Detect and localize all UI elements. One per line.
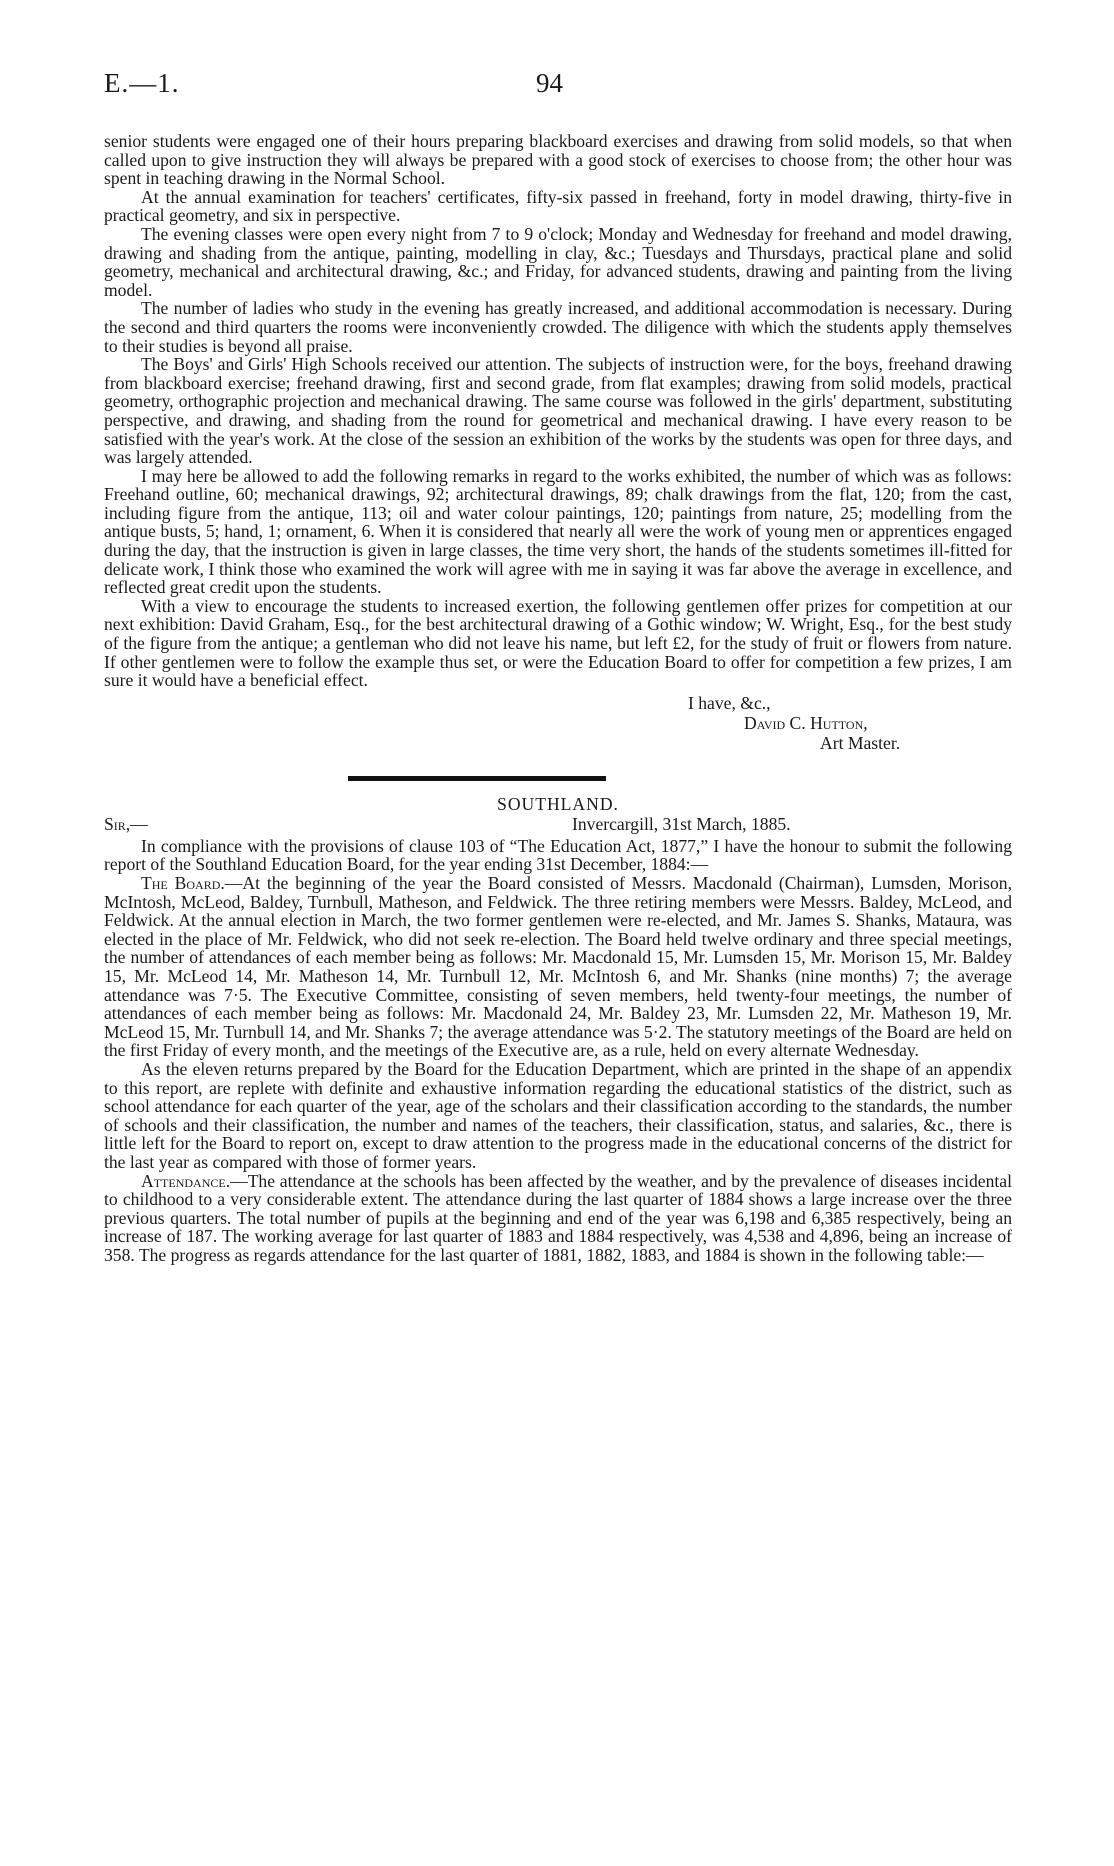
paragraph-exhibition: I may here be allowed to add the following remarks in regard to the works exhibited, the number of which was as follows: Freehand outline, 60; mechanical drawings, 92; architectural drawings, 89; chalk drawings from the flat, 120; from the cast, including figure from the antique, 113; oil and water colour paintings, 120; paintings from nature, 25; modelling from the antique busts, 5; hand, 1; ornament, 6. When it is considered that nearly all were the work of young men or apprentices engaged during the day, that the instruction is given in large classes, the time very short, the hands of the students sometimes ill-fitted for delicate work, I think those who examined the work will agree with me in saying it was far above the average in excellence, and reflected great credit upon the students. xyxy=(104,465,1012,598)
paragraph-ladies: The number of ladies who study in the evening has greatly increased, and additional accommodation is necessary. During the second and third quarters the rooms were inconveniently crowded. The diligence with which the students apply themselves to their studies is beyond all praise. xyxy=(104,298,1012,356)
board-text: —At the beginning of the year the Board consisted of Messrs. Macdonald (Chairman), Lumsden, Morison, McIntosh, McLeod, Baldey, Turnbull, Matheson, and Feldwick. The three retiring members were Messrs. Baldey, McLeod, and Feldwick. At the annual election in March, the two former gentlemen were re-elected, and Mr. James S. Shanks, Mataura, was elected in the place of Mr. Feldwick, who did not seek re-election. The Board held twelve ordinary and three special meetings, the number of attendances of each member being as follows: Mr. Macdonald 15, Mr. Lumsden 15, Mr. Morison 15, Mr. Baldey 15, Mr. McLeod 14, Mr. Matheson 14, Mr. Turnbull 12, Mr. McIntosh 6, and Mr. Shanks (nine months) 7; the average attendance was 7·5. The Executive Committee, consisting of seven members, held twenty-four meetings, the number of attendances of each member being as follows: Mr. Macdonald 24, Mr. Baldey 23, Mr. Lumsden 22, Mr. Matheson 19, Mr. McLeod 15, Mr. Turnbull 14, and Mr. Shanks 7; the average attendance was 5·2. The statutory meetings of the Board are held on the first Friday of every month, and the meetings of the Executive are, as a rule, held on every alternate Wednesday. xyxy=(104,873,1013,1061)
place-date: Invercargill, 31st March, 1885. xyxy=(572,813,791,834)
signature-block xyxy=(104,694,1012,758)
paragraph-high-schools: The Boys' and Girls' High Schools received our attention. The subjects of instruction were, for the boys, freehand drawing from blackboard exercise; freehand drawing, first and second grade, from flat examples; drawing from solid models, practical geometry, orthographic projection and mechanical drawing. The same course was followed in the girls' department, substituting perspective, and drawing, and shading from the round for geometrical and mechanical drawing. I have every reason to be satisfied with the year's work. At the close of the session an exhibition of the works by the students was open for three days, and was largely attended. xyxy=(104,354,1012,468)
signature-name: David C. Hutton, xyxy=(744,712,868,733)
paragraph-board xyxy=(104,874,1012,1060)
paragraph-intro: In compliance with the provisions of clause 103 of “The Education Act, 1877,” I have the honour to submit the following report of the Southland Education Board, for the year ending 31st December, 1884:— xyxy=(104,835,1012,875)
salutation: Sir,— xyxy=(104,813,148,834)
board-heading: The Board. xyxy=(141,873,225,893)
paragraph-examination: At the annual examination for teachers' certificates, fifty-six passed in freehand, forty in model drawing, thirty-five in practical geometry, and six in perspective. xyxy=(104,186,1012,226)
signature-title: Art Master. xyxy=(820,732,901,753)
paragraph-evening-classes: The evening classes were open every night from 7 to 9 o'clock; Monday and Wednesday for freehand and model drawing, drawing and shading from the antique, painting, modelling in clay, &c.; Tuesdays and Thursdays, practical plane and solid geometry, mechanical and architectural drawing, &c.; and Friday, for advanced students, drawing and painting from the living model. xyxy=(104,223,1012,300)
signature-closing: I have, &c., xyxy=(688,692,771,713)
salutation-line xyxy=(104,815,1012,837)
report-body xyxy=(104,132,1012,1264)
page-number: 94 xyxy=(536,68,563,98)
page-header xyxy=(104,68,1014,108)
attendance-text: —The attendance at the schools has been affected by the weather, and by the prevalence of diseases incidental to childhood to a very considerable extent. The attendance during the last quarter of 1884 shows a large increase over the three previous quarters. The total number of pupils at the beginning and end of the year was 6,198 and 6,385 respectively, being an increase of 187. The working average for last quarter of 1883 and 1884 respectively, was 4,538 and 4,896, being an increase of 358. The progress as regards attendance for the last quarter of 1881, 1882, 1883, and 1884 is shown in the following table:— xyxy=(104,1170,1012,1265)
paragraph-continued: senior students were engaged one of their hours preparing blackboard exercises and drawing from solid models, so that when called upon to give instruction they will always be prepared with a good stock of exercises to choose from; the other hour was spent in teaching drawing in the Normal School. xyxy=(104,131,1012,189)
paragraph-prizes: With a view to encourage the students to increased exertion, the following gentlemen offer prizes for competition at our next exhibition: David Graham, Esq., for the best architectural drawing of a Gothic window; W. Wright, Esq., for the best study of the figure from the antique; a gentleman who did not leave his name, but left £2, for the study of fruit or flowers from nature. If other gentlemen were to follow the example thus set, or were the Education Board to offer for competition a few prizes, I am sure it would have a beneficial effect. xyxy=(104,595,1012,691)
paragraph-attendance xyxy=(104,1172,1012,1265)
series-label: E.—1. xyxy=(104,68,180,98)
attendance-heading: Attendance. xyxy=(141,1170,231,1191)
paragraph-returns: As the eleven returns prepared by the Board for the Education Department, which are printed in the shape of an appendix to this report, are replete with definite and exhaustive information regarding the educational statistics of the district, such as school attendance for each quarter of the year, age of the scholars and their classification according to the standards, the number of schools and their classification, the number and names of the teachers, their classification, status, and salaries, &c., there is little left for the Board to report on, except to draw attention to the progress made in the educational concerns of the district for the last year as compared with those of former years. xyxy=(104,1058,1012,1172)
section-divider xyxy=(348,776,606,781)
section-title: SOUTHLAND. xyxy=(497,793,619,814)
